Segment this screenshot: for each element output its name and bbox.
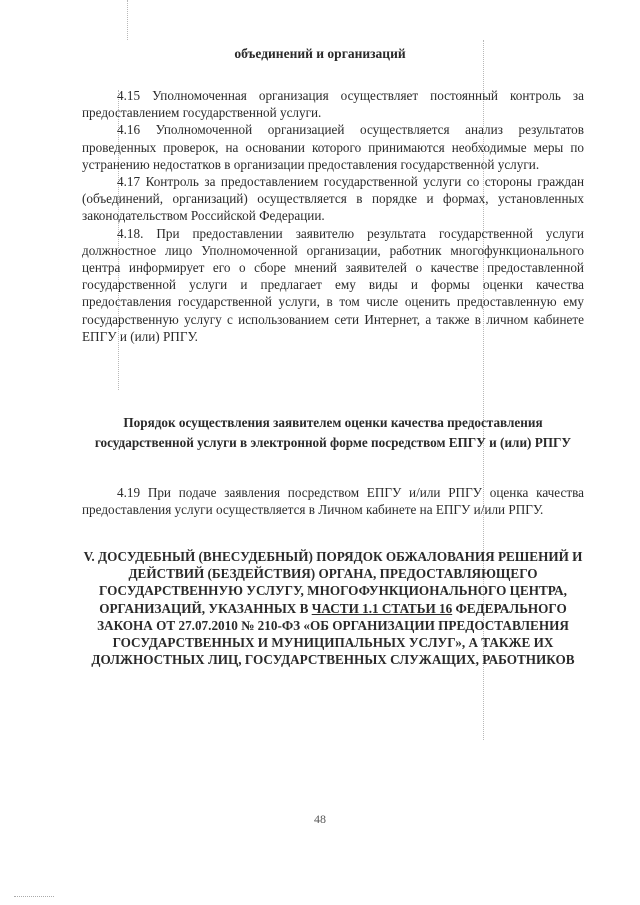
scan-artifact-line: [127, 0, 128, 40]
page-top-heading: объединений и организаций: [234, 46, 406, 61]
chapter-title: [74, 548, 592, 668]
section-paragraphs: [82, 87, 584, 345]
paragraph-4-16: 4.16 Уполномоченной организацией осуществляется анализ результатов проведенных проверок, на основании которого принимаются необходимые меры по устранению недостатков в организации предоставления государственной услуги.: [82, 122, 584, 172]
law-article-link[interactable]: ЧАСТИ 1.1 СТАТЬИ 16: [311, 600, 453, 616]
paragraph-4-15: 4.15 Уполномоченная организация осуществляет постоянный контроль за предоставлением государственной услуги.: [82, 88, 584, 121]
chapter-title-part-1: V. ДОСУДЕБНЫЙ (ВНЕСУДЕБНЫЙ) ПОРЯДОК ОБЖАЛОВАНИЯ РЕШЕНИЙ И ДЕЙСТВИЙ (БЕЗДЕЙСТВИЯ) ОРГАНА, ПРЕДОСТАВЛЯЮЩЕГО ГОСУДАРСТВЕННУЮ УСЛУГУ, МНОГОФУНКЦИОНАЛЬНОГО ЦЕНТРА, ОРГАНИЗАЦИЙ, УКАЗАННЫХ В: [83, 549, 583, 616]
paragraph-4-18: 4.18. При предоставлении заявителю результата государственной услуги должностное лицо Уполномоченной организации, работник многофункционального центра информирует его о сборе мнений заявителей о качестве предоставленной государственной услуги и предлагает ему виды и формы оценки качества предоставления государственной услуги, в том числе оценить предоставленную ему государственную услугу с использованием сети Интернет, а также в личном кабинете ЕПГУ и (или) РПГУ.: [82, 225, 584, 344]
page-number: 48: [314, 812, 326, 826]
paragraph-4-17: 4.17 Контроль за предоставлением государственной услуги со стороны граждан (объединений, организаций) осуществляется в порядке и формах, установленных законодательством Российской Федерации.: [82, 174, 584, 224]
paragraph-4-19: 4.19 При подаче заявления посредством ЕПГУ и/или РПГУ оценка качества предоставления услуги осуществляется в Личном кабинете на ЕПГУ и/или РПГУ.: [82, 485, 584, 518]
subsection-heading: Порядок осуществления заявителем оценки качества предоставления государственной услуги в электронной форме посредством ЕПГУ и (или) РПГУ: [94, 415, 572, 450]
chapter-title-part-2: ФЕДЕРАЛЬНОГО ЗАКОНА ОТ 27.07.2010 № 210-ФЗ «ОБ ОРГАНИЗАЦИИ ПРЕДОСТАВЛЕНИЯ ГОСУДАРСТВЕННЫХ И МУНИЦИПАЛЬНЫХ УСЛУГ», А ТАКЖЕ ИХ ДОЛЖНОСТНЫХ ЛИЦ, ГОСУДАРСТВЕННЫХ СЛУЖАЩИХ, РАБОТНИКОВ: [91, 600, 575, 668]
section-paragraphs-2: [82, 484, 584, 518]
scan-artifact-dots: [14, 896, 54, 897]
